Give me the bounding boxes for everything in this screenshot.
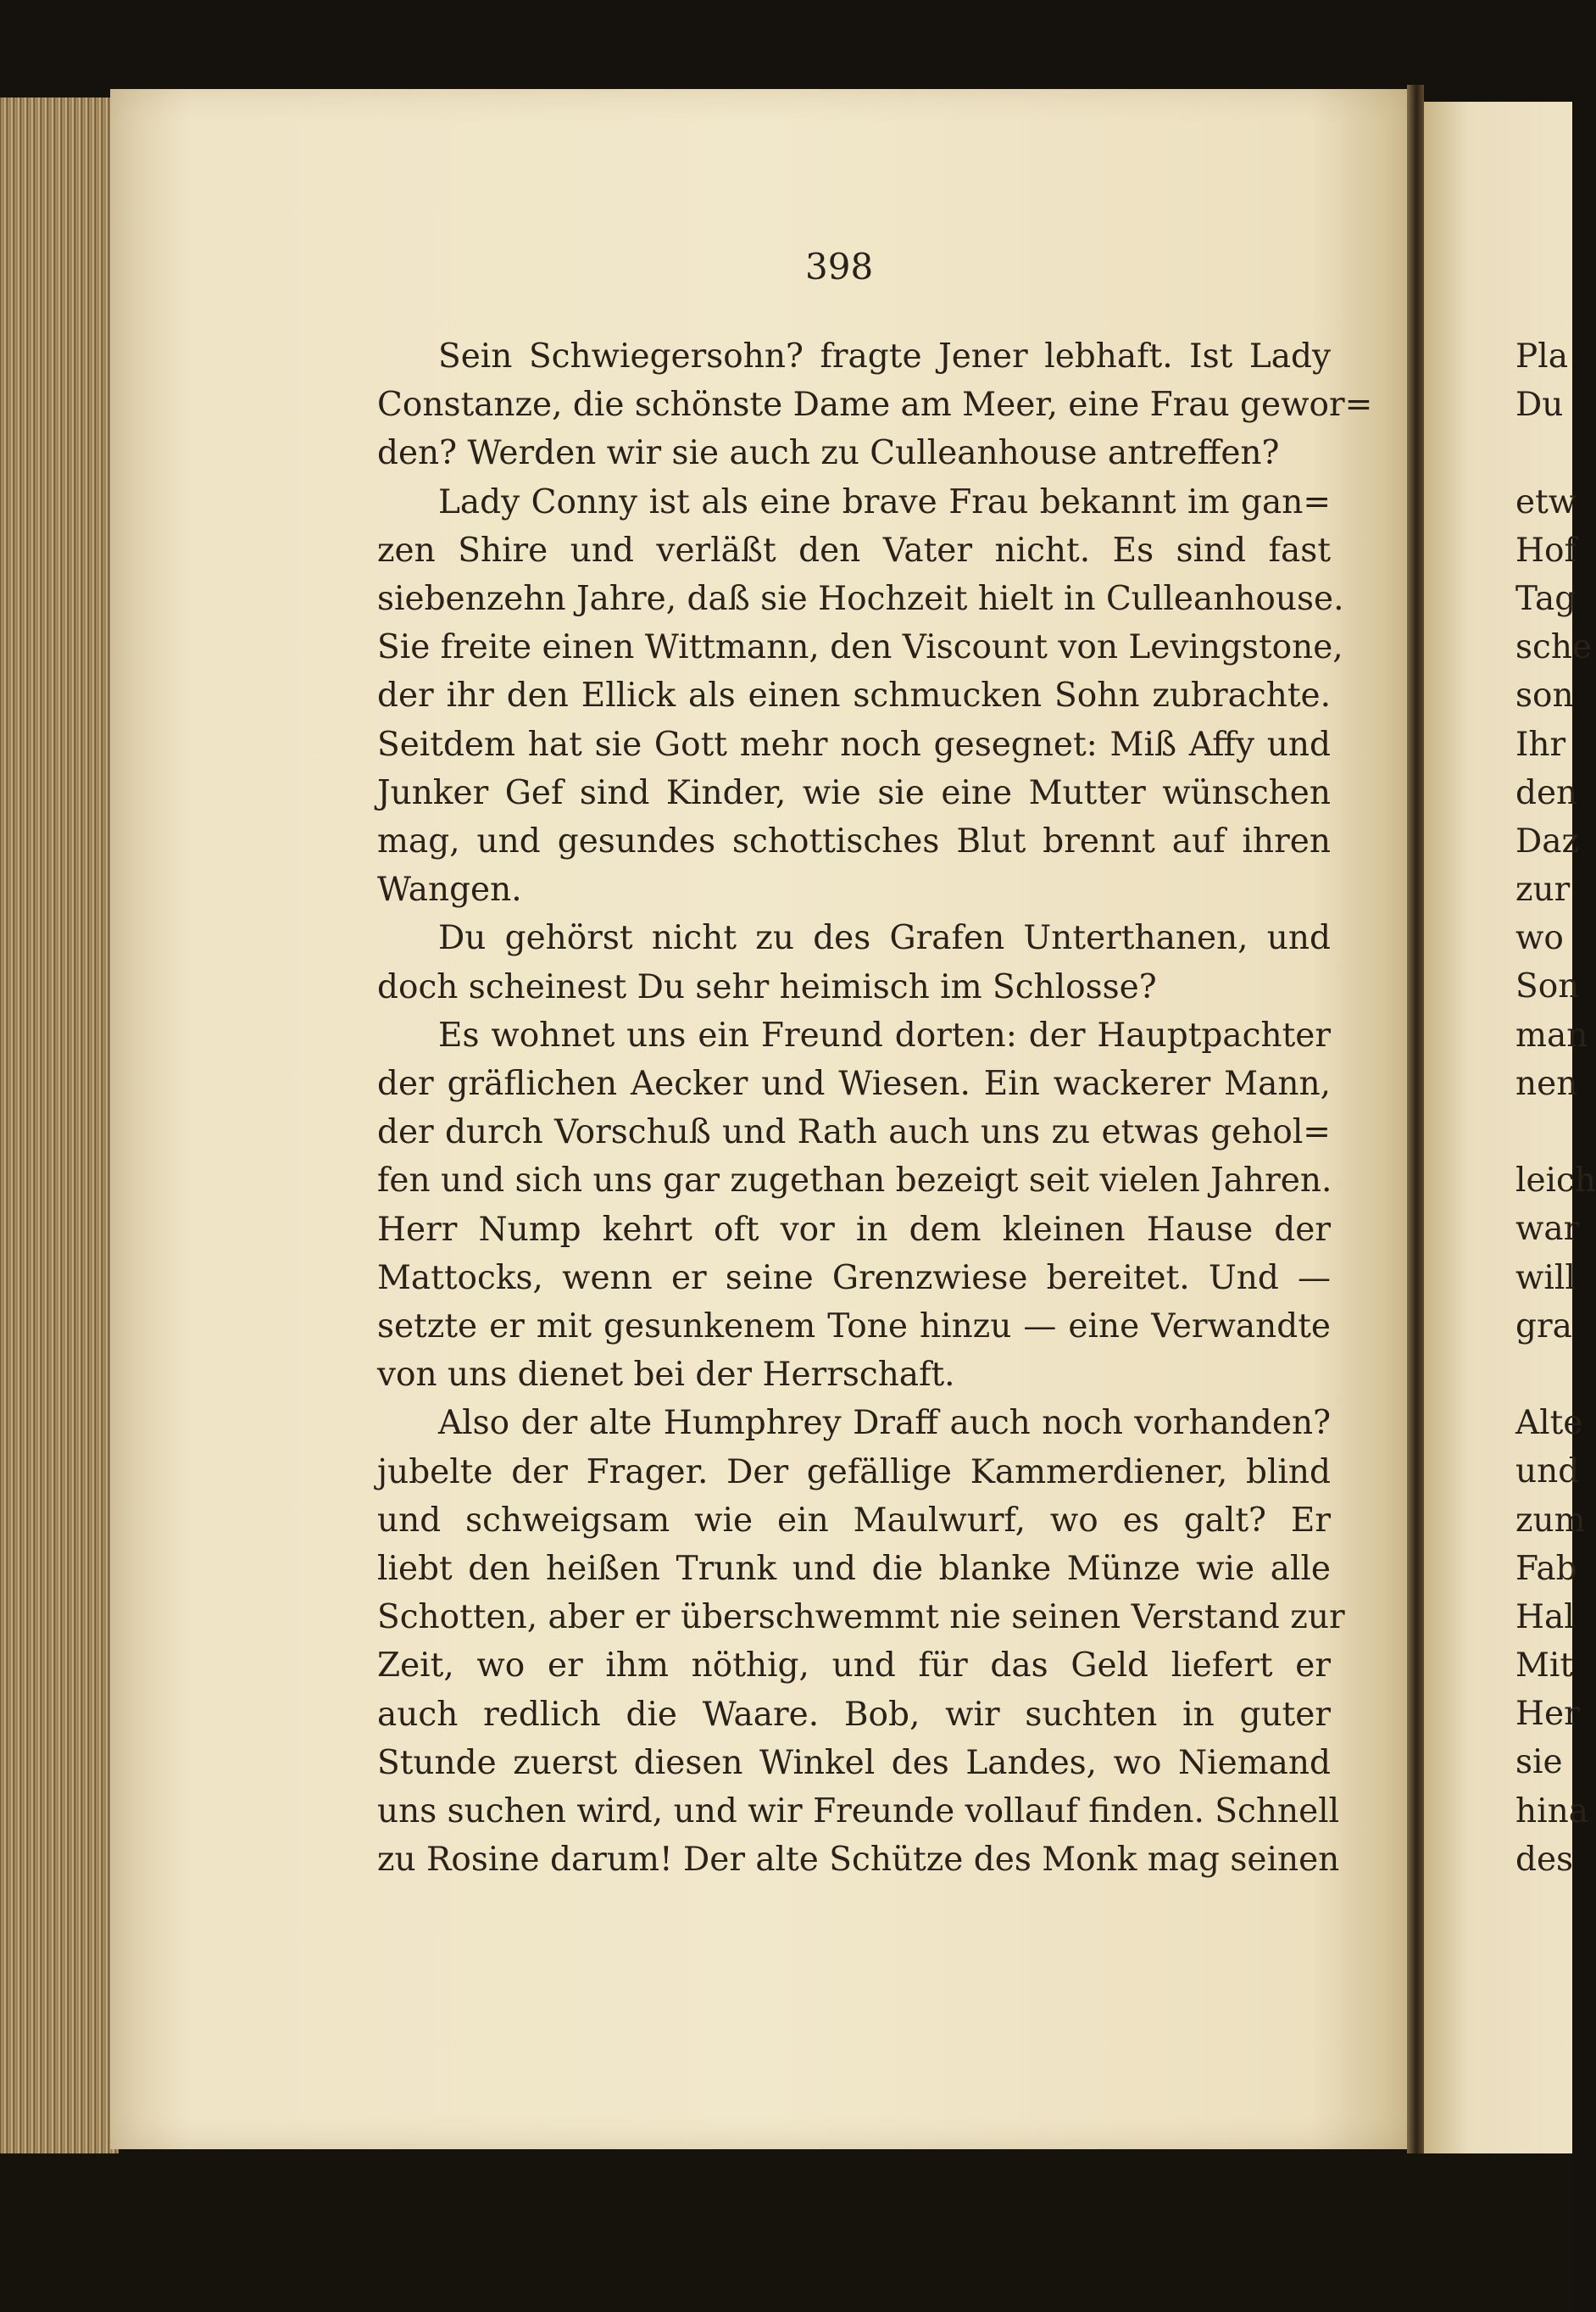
facing-text-fragment: Hal [1515, 1597, 1575, 1636]
page-edges [0, 97, 119, 2234]
text-line: siebenzehn Jahre, daß sie Hochzeit hielt in Culleanhouse. [377, 580, 1344, 619]
text-line: Herr Nump kehrt oft vor in dem kleinen Hause der [377, 1210, 1331, 1249]
text-line: den? Werden wir sie auch zu Culleanhouse antreffen? [377, 434, 1280, 473]
text-line: der durch Vorschuß und Rath auch uns zu etwas gehol= [377, 1113, 1331, 1152]
facing-text-fragment: Mit [1515, 1646, 1574, 1685]
facing-text-fragment: Ihr [1515, 725, 1566, 764]
page-number: 398 [805, 246, 874, 287]
text-line: Zeit, wo er ihm nöthig, und für das Geld liefert er [377, 1646, 1331, 1685]
text-line: jubelte der Frager. Der gefällige Kammerdiener, blind [377, 1452, 1331, 1491]
facing-text-fragment: man [1515, 1016, 1588, 1055]
facing-text-fragment: und [1515, 1452, 1580, 1491]
facing-text-fragment: war [1515, 1210, 1580, 1249]
text-line: von uns dienet bei der Herrschaft. [377, 1356, 955, 1395]
facing-text-fragment: Fab [1515, 1549, 1577, 1588]
facing-text-fragment: zum [1515, 1501, 1586, 1540]
facing-text-fragment: Pla [1515, 337, 1568, 376]
text-line: Seitdem hat sie Gott mehr noch gesegnet: Miß Affy und [377, 725, 1331, 764]
facing-text-fragment: Hof [1515, 531, 1577, 570]
facing-text-fragment: hina [1515, 1791, 1588, 1830]
facing-text-fragment: den [1515, 773, 1578, 812]
text-line: Sie freite einen Wittmann, den Viscount von Levingstone, [377, 628, 1343, 667]
facing-text-fragment [1515, 1108, 1572, 1156]
text-line: zen Shire und verläßt den Vater nicht. Es sind fast [377, 531, 1331, 570]
text-line: mag, und gesundes schottisches Blut brennt auf ihren [377, 822, 1331, 861]
text-line: der ihr den Ellick als einen schmucken Sohn zubrachte. [377, 677, 1331, 716]
book-gutter [1407, 85, 1424, 2162]
facing-text-fragment: Alte [1515, 1404, 1583, 1443]
text-line: Constanze, die schönste Dame am Meer, eine Frau gewor= [377, 386, 1373, 425]
text-line: Schotten, aber er überschwemmt nie seinen Verstand zur [377, 1598, 1345, 1637]
facing-text-fragment: des [1515, 1840, 1574, 1879]
facing-text-fragment: Her [1515, 1695, 1580, 1734]
facing-text-fragment [1515, 429, 1572, 477]
facing-page-text [1515, 332, 1596, 1884]
text-line: setzte er mit gesunkenem Tone hinzu — eine Verwandte [377, 1307, 1331, 1346]
facing-text-fragment: Du [1515, 386, 1564, 425]
text-line: doch scheinest Du sehr heimisch im Schlosse? [377, 967, 1157, 1006]
bottom-background [0, 2153, 1572, 2312]
text-line: fen und sich uns gar zugethan bezeigt seit vielen Jahren. [377, 1162, 1332, 1201]
text-line: zu Rosine darum! Der alte Schütze des Monk mag seinen [377, 1841, 1340, 1880]
text-line: Lady Conny ist als eine brave Frau bekannt im gan= [438, 482, 1331, 521]
text-line: liebt den heißen Trunk und die blanke Münze wie alle [377, 1550, 1331, 1589]
facing-text-fragment: etw [1515, 482, 1577, 521]
facing-text-fragment: nen [1515, 1064, 1578, 1103]
text-line: Wangen. [377, 871, 522, 910]
facing-text-fragment [1515, 1351, 1572, 1399]
text-line: uns suchen wird, und wir Freunde vollauf finden. Schnell [377, 1792, 1340, 1831]
text-line: der gräflichen Aecker und Wiesen. Ein wackerer Mann, [377, 1065, 1331, 1104]
facing-text-fragment: gra [1515, 1306, 1572, 1345]
text-line: Mattocks, wenn er seine Grenzwiese bereitet. Und — [377, 1258, 1331, 1297]
facing-text-fragment: wo [1515, 919, 1564, 958]
facing-text-fragment: Son [1515, 967, 1580, 1006]
text-line: auch redlich die Waare. Bob, wir suchten in guter [377, 1695, 1331, 1734]
facing-text-fragment: zur [1515, 871, 1571, 910]
facing-text-fragment: son [1515, 677, 1574, 716]
text-line: Stunde zuerst diesen Winkel des Landes, wo Niemand [377, 1743, 1331, 1782]
facing-text-fragment: sche [1515, 628, 1593, 667]
text-line: Junker Gef sind Kinder, wie sie eine Mutter wünschen [377, 773, 1331, 812]
facing-text-fragment: Daz [1515, 822, 1580, 861]
text-line: und schweigsam wie ein Maulwurf, wo es galt? Er [377, 1501, 1331, 1540]
text-line: Also der alte Humphrey Draff auch noch vorhanden? [438, 1404, 1331, 1443]
facing-text-fragment: sie [1515, 1743, 1563, 1782]
text-line: Sein Schwiegersohn? fragte Jener lebhaft. Ist Lady [438, 337, 1331, 376]
text-line: Es wohnet uns ein Freund dorten: der Hauptpachter [438, 1016, 1331, 1055]
facing-text-fragment: leich [1515, 1162, 1596, 1201]
body-text [377, 332, 1373, 1885]
facing-text-fragment: will [1515, 1258, 1576, 1297]
facing-text-fragment: Tag [1515, 579, 1577, 618]
text-line: Du gehörst nicht zu des Grafen Unterthanen, und [438, 919, 1331, 958]
